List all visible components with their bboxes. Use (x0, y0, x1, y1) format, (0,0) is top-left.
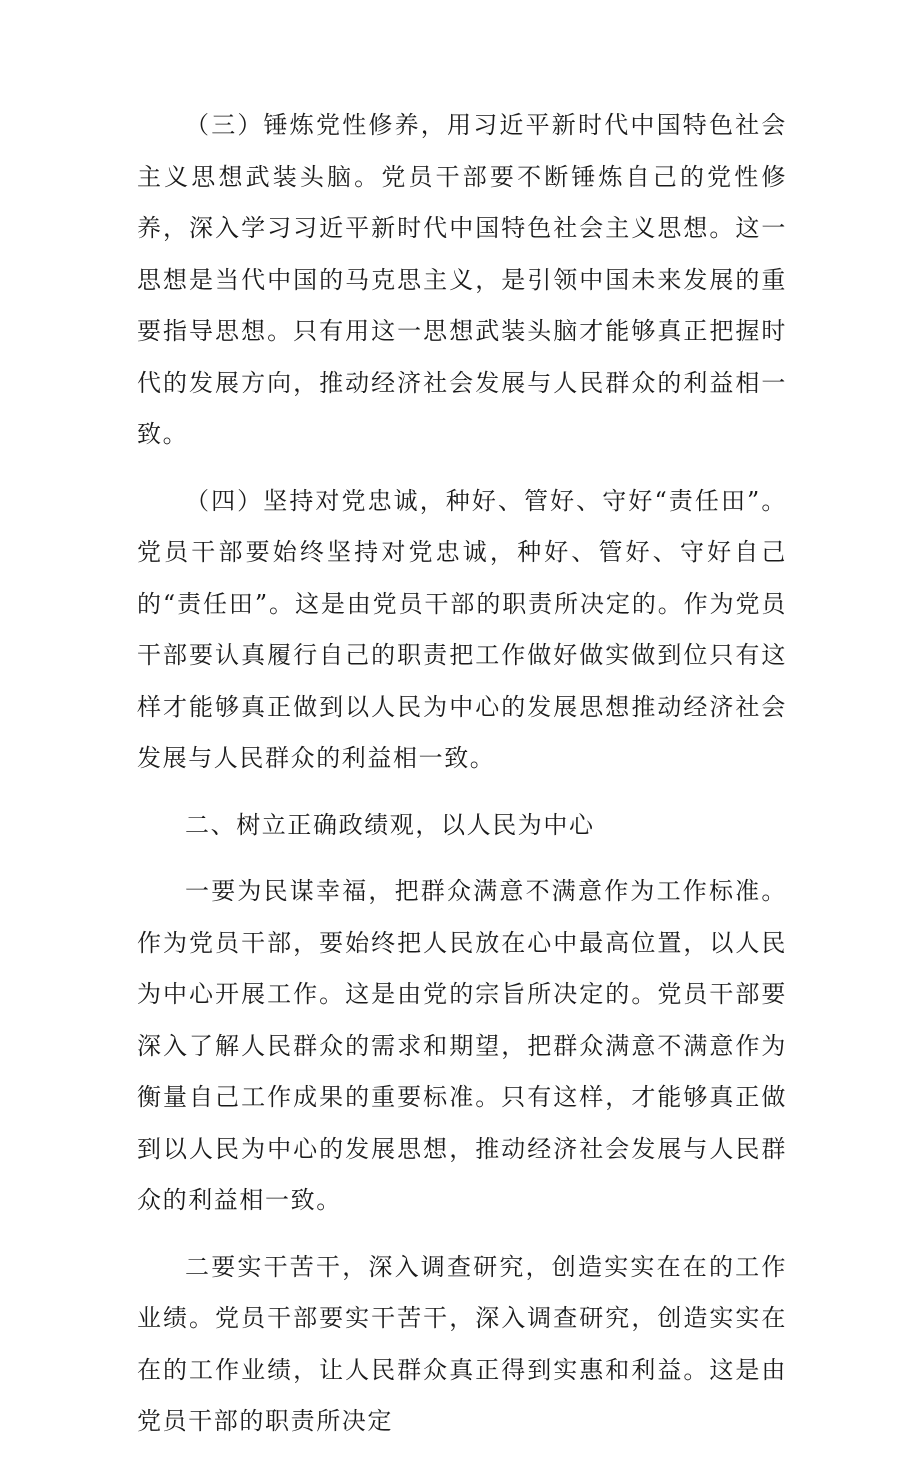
heading-section-two: 二、树立正确政绩观，以人民为中心 (185, 810, 595, 839)
paragraph-point-two: 二要实干苦干，深入调查研究，创造实实在在的工作业绩。党员干部要实干苦干，深入调查研究，创造实实在在的工作业绩，让人民群众真正得到实惠和利益。这是由党员干部的职责所决定 (137, 1252, 787, 1435)
paragraph-section-three: （三）锤炼党性修养，用习近平新时代中国特色社会主义思想武装头脑。党员干部要不断锤炼自己的党性修养，深入学习习近平新时代中国特色社会主义思想。这一思想是当代中国的马克思主义，是引领中国未来发展的重要指导思想。只有用这一思想武装头脑才能够真正把握时代的发展方向，推动经济社会发展与人民群众的利益相一致。 (137, 111, 787, 448)
paragraph-point-one: 一要为民谋幸福，把群众满意不满意作为工作标准。作为党员干部，要始终把人民放在心中最高位置，以人民为中心开展工作。这是由党的宗旨所决定的。党员干部要深入了解人民群众的需求和期望，把群众满意不满意作为衡量自己工作成果的重要标准。只有这样，才能够真正做到以人民为中心的发展思想，推动经济社会发展与人民群众的利益相一致。 (137, 877, 787, 1214)
paragraph-section-four: （四）坚持对党忠诚，种好、管好、守好“责任田”。党员干部要始终坚持对党忠诚，种好、管好、守好自己的“责任田”。这是由党员干部的职责所决定的。作为党员干部要认真履行自己的职责把工作做好做实做到位只有这样才能够真正做到以人民为中心的发展思想推动经济社会发展与人民群众的利益相一致。 (137, 486, 787, 772)
document-body (137, 100, 787, 1463)
